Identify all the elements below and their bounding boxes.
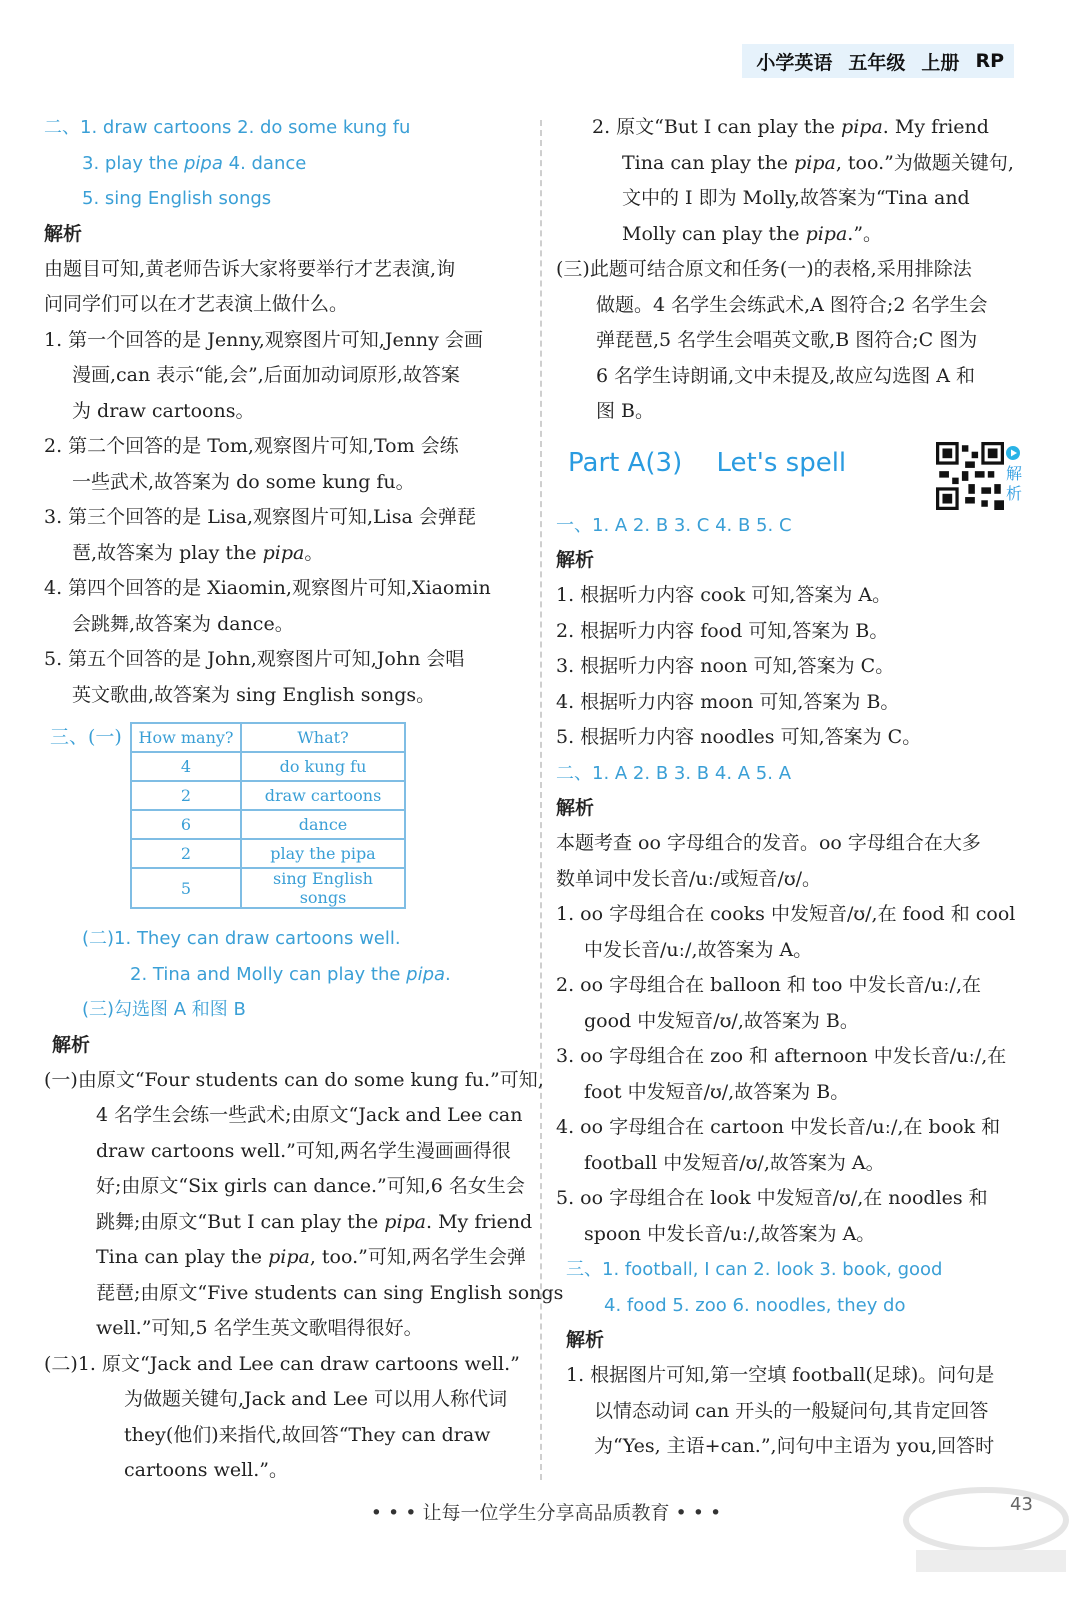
text-line: 图 B。 [596,400,655,422]
text-line: 跳舞;由原文“But I can play the pipa. My friend [96,1210,533,1233]
answer-table [130,722,406,909]
answer-line: 二、1. draw cartoons 2. do some kung fu [44,117,411,138]
table-header-cell: How many? [131,723,241,752]
text-line: 1. 根据图片可知,第一空填 football(足球)。问句是 [566,1364,995,1386]
text-line: 为 draw cartoons。 [72,399,255,422]
table-cell: 4 [131,752,241,781]
text-line: 问同学们可以在才艺表演上做什么。 [44,293,349,315]
analysis-heading: 解析 [556,549,595,571]
text-line: 好;由原文“Six girls can dance.”可知,6 名女生会 [96,1175,525,1197]
table-cell: play the pipa [241,839,405,868]
text-line: 3. 根据听力内容 noon 可知,答案为 C。 [556,655,895,677]
text-line: 3. 第三个回答的是 Lisa,观察图片可知,Lisa 会弹琵 [44,506,476,528]
page-header [742,44,1014,78]
watermark-logo [896,1480,1076,1580]
text-line: 会跳舞,故答案为 dance。 [72,612,294,635]
text-line: 1. 第一个回答的是 Jenny,观察图片可知,Jenny 会画 [44,328,483,351]
qr-label: 解析 [1006,464,1023,503]
text-line: 5. 第五个回答的是 John,观察图片可知,John 会唱 [44,648,465,670]
table-header-row [131,723,405,752]
text-line: cartoons well.”。 [124,1459,289,1481]
text-line: spoon 中发长音/uː/,故答案为 A。 [584,1222,876,1245]
text-line: (一)由原文“Four students can do some kung fu.”可知, [44,1068,544,1091]
analysis-heading: 解析 [556,797,595,819]
part-title-main: Part A(3) [568,447,683,478]
text-line: foot 中发短音/ʊ/,故答案为 B。 [584,1080,850,1103]
answer-line: (三)勾选图 A 和图 B [82,999,246,1020]
table-header-cell: What? [241,723,405,752]
page-number: 43 [1010,1494,1033,1515]
table-cell: 2 [131,781,241,810]
text-line: good 中发短音/ʊ/,故答案为 B。 [584,1009,859,1032]
header-subject: 小学英语 [756,51,833,74]
text-line: football 中发短音/ʊ/,故答案为 A。 [584,1151,885,1174]
table-cell: dance [241,810,405,839]
table-row [131,810,405,839]
text-line: 2. 原文“But I can play the pipa. My friend [592,116,989,138]
answer-line: 二、1. A 2. B 3. B 4. A 5. A [556,762,792,784]
text-line: 为“Yes, 主语+can.”,问句中主语为 you,回答时 [594,1435,995,1457]
text-line: 6 名学生诗朗诵,文中未提及,故应勾选图 A 和 [596,364,976,387]
text-line: 做题。4 名学生会练武术,A 图符合;2 名学生会 [596,293,988,316]
text-line: 1. oo 字母组合在 cooks 中发短音/ʊ/,在 food 和 cool [556,903,1016,925]
table-label: 三、(一) [50,726,122,748]
text-line: draw cartoons well.”可知,两名学生漫画画得很 [96,1139,511,1162]
table-row [131,839,405,868]
left-column [44,110,564,1489]
text-line: they(他们)来指代,故回答“They can draw [124,1423,491,1446]
table-row [131,781,405,810]
text-line: 2. 第二个回答的是 Tom,观察图片可知,Tom 会练 [44,435,459,457]
table-cell: 6 [131,810,241,839]
text-line: 数单词中发长音/uː/或短音/ʊ/。 [556,867,822,890]
text-line: 以情态动词 can 开头的一般疑问句,其肯定回答 [594,1399,989,1422]
footer-slogan: • • • 让每一位学生分享高品质教育 • • • [370,1502,722,1524]
text-line: 漫画,can 表示“能,会”,后面加动词原形,故答案 [72,364,460,386]
header-grade: 五年级 [848,51,906,74]
answer-line: 一、1. A 2. B 3. C 4. B 5. C [556,514,792,536]
text-line: 5. 根据听力内容 noodles 可知,答案为 C。 [556,726,922,748]
answer-line: 3. play the pipa 4. dance [82,152,307,174]
text-line: (二)1. 原文“Jack and Lee can draw cartoons well.” [44,1352,520,1375]
text-line: 2. oo 字母组合在 balloon 和 too 中发长音/uː/,在 [556,974,981,996]
qr-code-icon[interactable] [936,442,1004,510]
text-line: 3. oo 字母组合在 zoo 和 afternoon 中发长音/uː/,在 [556,1045,1007,1067]
text-line: 4. 根据听力内容 moon 可知,答案为 B。 [556,690,900,713]
play-icon [1006,446,1020,460]
answer-line: 5. sing English songs [82,188,272,209]
text-line: 一些武术,故答案为 do some kung fu。 [72,470,415,493]
answer-line: 三、1. football, I can 2. look 3. book, good [566,1259,943,1280]
answer-line: 4. food 5. zoo 6. noodles, they do [604,1294,906,1316]
text-line: 弹琵琶,5 名学生会唱英文歌,B 图符合;C 图为 [596,329,978,351]
answer-line: (二)1. They can draw cartoons well. [82,928,401,949]
part-title-sub: Let's spell [716,447,847,478]
table-cell: 5 [131,868,241,908]
table-row [131,752,405,781]
table-row [131,868,405,908]
text-line: 4 名学生会练一些武术;由原文“Jack and Lee can [96,1104,523,1126]
header-volume: 上册 [921,51,960,74]
text-line: Tina can play the pipa, too.”为做题关键句, [622,151,1014,174]
text-line: 琶,故答案为 play the pipa。 [72,541,324,564]
analysis-heading: 解析 [566,1329,605,1351]
table-cell: draw cartoons [241,781,405,810]
text-line: 4. oo 字母组合在 cartoon 中发长音/uː/,在 book 和 [556,1116,1001,1138]
table-cell: 2 [131,839,241,868]
text-line: 中发长音/uː/,故答案为 A。 [584,938,813,961]
text-line: 2. 根据听力内容 food 可知,答案为 B。 [556,619,889,642]
text-line: 文中的 I 即为 Molly,故答案为“Tina and [622,187,970,209]
text-line: 英文歌曲,故答案为 sing English songs。 [72,683,436,706]
header-edition: RP [975,50,1004,72]
table-cell: do kung fu [241,752,405,781]
text-line: 琵琶;由原文“Five students can sing English songs [96,1281,564,1304]
text-line: 5. oo 字母组合在 look 中发短音/ʊ/,在 noodles 和 [556,1187,988,1209]
analysis-heading: 解析 [44,222,83,245]
text-line: well.”可知,5 名学生英文歌唱得很好。 [96,1317,423,1339]
text-line: Tina can play the pipa, too.”可知,两名学生会弹 [96,1246,526,1268]
right-column [556,110,1036,1465]
text-line: 本题考查 oo 字母组合的发音。oo 字母组合在大多 [556,832,981,854]
text-line: 4. 第四个回答的是 Xiaomin,观察图片可知,Xiaomin [44,577,491,599]
table-cell: sing English songs [241,868,405,908]
analysis-heading: 解析 [52,1033,91,1056]
text-line: 为做题关键句,Jack and Lee 可以用人称代词 [124,1388,508,1410]
answer-line: 2. Tina and Molly can play the pipa. [130,963,451,985]
text-line: Molly can play the pipa.”。 [622,222,883,245]
text-line: 1. 根据听力内容 cook 可知,答案为 A。 [556,584,892,606]
text-line: 由题目可知,黄老师告诉大家将要举行才艺表演,询 [44,257,456,280]
text-line: (三)此题可结合原文和任务(一)的表格,采用排除法 [556,258,972,280]
